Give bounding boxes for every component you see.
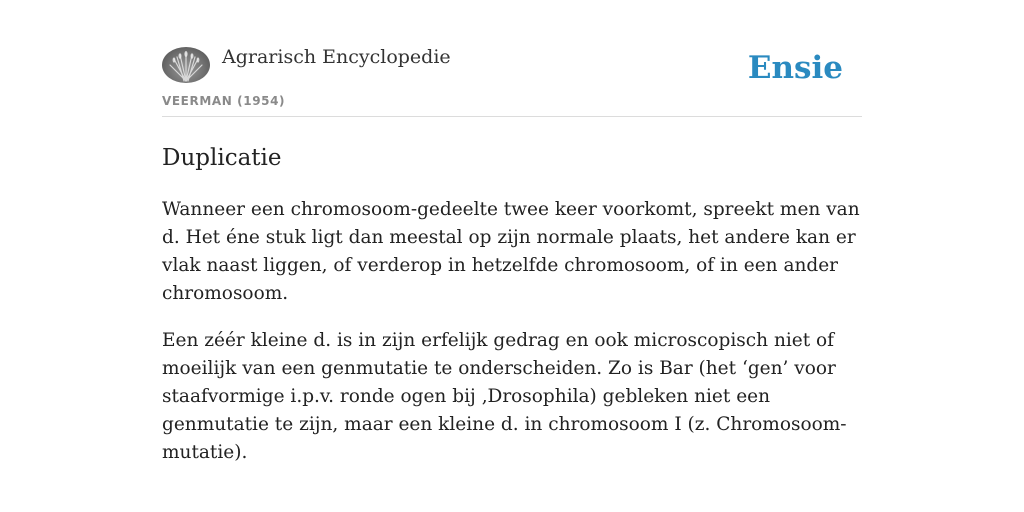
- wheat-sheaf-logo-icon[interactable]: [162, 47, 210, 83]
- book-title[interactable]: Agrarisch Encyclopedie: [222, 46, 451, 68]
- page-header: [162, 0, 862, 117]
- ensie-brand-logo[interactable]: Ensie: [747, 50, 843, 86]
- entry-body: [162, 196, 862, 467]
- page-container: [162, 0, 862, 467]
- entry-paragraph: Een zéér kleine d. is in zijn erfelijk gedrag en ook microscopisch niet of moeilijk van een genmutatie te onderscheiden. Zo is Bar (het ‘gen’ voor staafvormige i.p.v. ronde ogen bij ‚Drosophila) gebleken niet een genmutatie te zijn, maar een kleine d. in chromosoom I (z. Chromosoom-mutatie).: [162, 330, 847, 463]
- entry-title: Duplicatie: [162, 145, 282, 171]
- book-author: VEERMAN (1954): [162, 94, 286, 108]
- entry-paragraph: Wanneer een chromosoom-gedeelte twee keer voorkomt, spreekt men van d. Het éne stuk ligt dan meestal op zijn normale plaats, het andere kan er vlak naast liggen, of verderop in hetzelfde chromosoom, of in een ander chromosoom.: [162, 199, 860, 304]
